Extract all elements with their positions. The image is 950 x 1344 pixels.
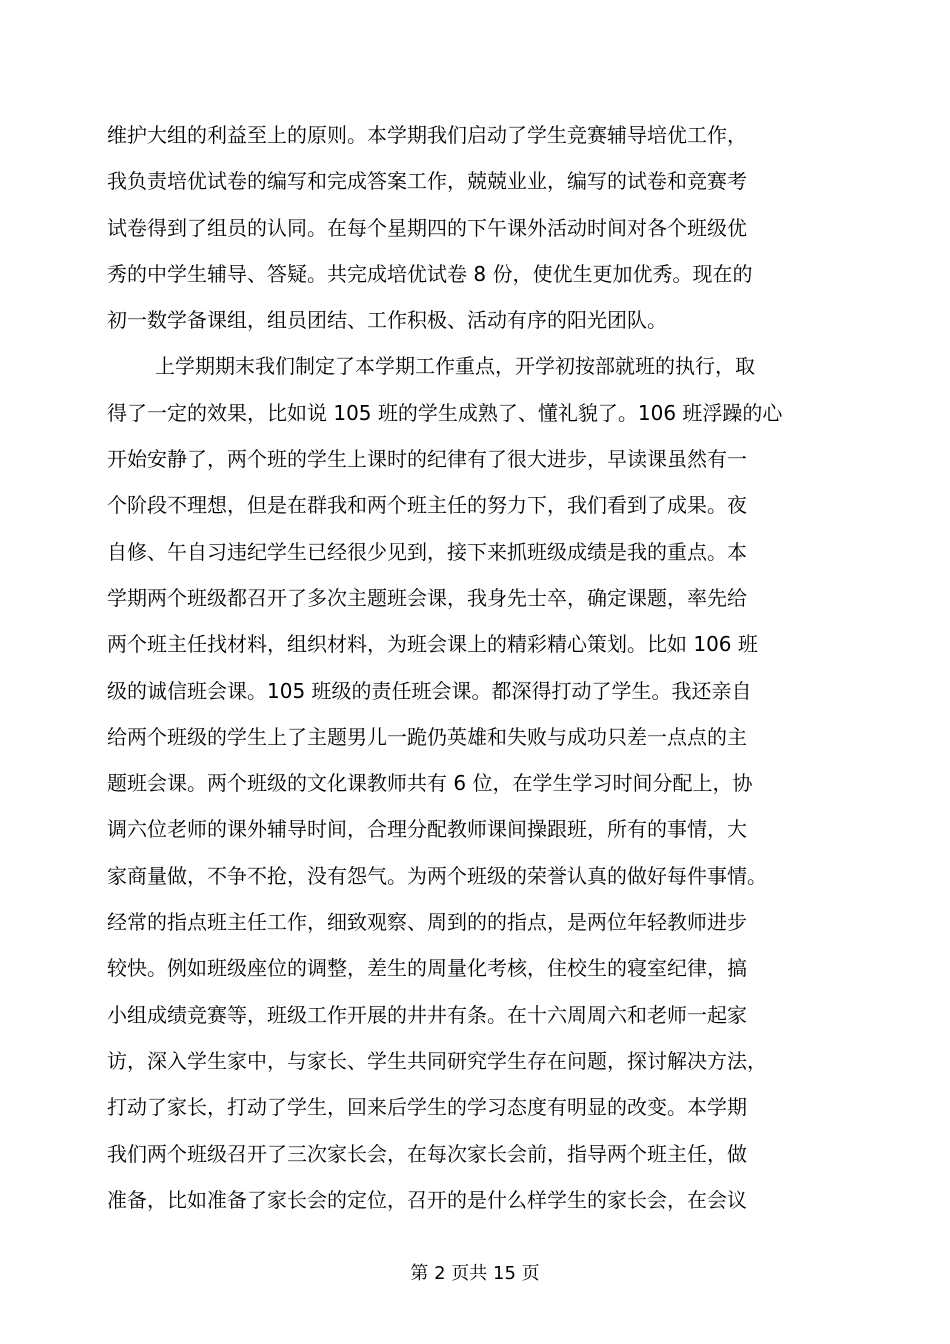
text-line: 个阶段不理想，但是在群我和两个班主任的努力下，我们看到了成果。夜 [107,493,747,518]
text-line: 家商量做，不争不抢，没有怨气。为两个班级的荣誉认真的做好每件事情。 [107,863,767,888]
paragraph-start-line: 上学期期末我们制定了本学期工作重点，开学初按部就班的执行，取 [155,354,755,379]
text-line: 学期两个班级都召开了多次主题班会课，我身先士卒，确定课题，率先给 [107,585,747,610]
text-line: 小组成绩竞赛等，班级工作开展的井井有条。在十六周周六和老师一起家 [107,1002,747,1027]
text-line: 开始安静了，两个班的学生上课时的纪律有了很大进步，早读课虽然有一 [107,447,747,472]
text-line: 打动了家长，打动了学生，回来后学生的学习态度有明显的改变。本学期 [107,1095,747,1120]
text-line: 我们两个班级召开了三次家长会，在每次家长会前，指导两个班主任，做 [107,1141,747,1166]
text-line: 级的诚信班会课。105 班级的责任班会课。都深得打动了学生。我还亲自 [107,678,752,703]
text-line: 准备，比如准备了家长会的定位，召开的是什么样学生的家长会，在会议 [107,1187,747,1212]
text-line: 经常的指点班主任工作，细致观察、周到的的指点，是两位年轻教师进步 [107,910,747,935]
text-line: 秀的中学生辅导、答疑。共完成培优试卷 8 份，使优生更加优秀。现在的 [107,261,753,286]
text-line: 较快。例如班级座位的调整，差生的周量化考核，住校生的寝室纪律，搞 [107,956,747,981]
body-text [107,112,843,1223]
text-line: 我负责培优试卷的编写和完成答案工作，兢兢业业，编写的试卷和竞赛考 [107,169,747,194]
page-number-footer: 第 2 页共 15 页 [410,1263,540,1284]
text-line: 两个班主任找材料，组织材料，为班会课上的精彩精心策划。比如 106 班 [107,632,758,657]
text-line: 自修、午自习违纪学生已经很少见到，接下来抓班级成绩是我的重点。本 [107,539,747,564]
text-line: 访，深入学生家中，与家长、学生共同研究学生存在问题，探讨解决方法， [107,1048,767,1073]
text-line: 得了一定的效果，比如说 105 班的学生成熟了、懂礼貌了。106 班浮躁的心 [107,400,783,425]
text-line: 维护大组的利益至上的原则。本学期我们启动了学生竞赛辅导培优工作， [107,123,747,147]
text-line: 题班会课。两个班级的文化课教师共有 6 位，在学生学习时间分配上，协 [107,771,753,796]
text-line: 给两个班级的学生上了主题男儿一跪仍英雄和失败与成功只差一点点的主 [107,724,747,749]
text-line: 初一数学备课组，组员团结、工作积极、活动有序的阳光团队。 [107,308,667,333]
text-line: 试卷得到了组员的认同。在每个星期四的下午课外活动时间对各个班级优 [107,215,747,240]
text-line: 调六位老师的课外辅导时间，合理分配教师课间操跟班，所有的事情，大 [107,817,747,842]
